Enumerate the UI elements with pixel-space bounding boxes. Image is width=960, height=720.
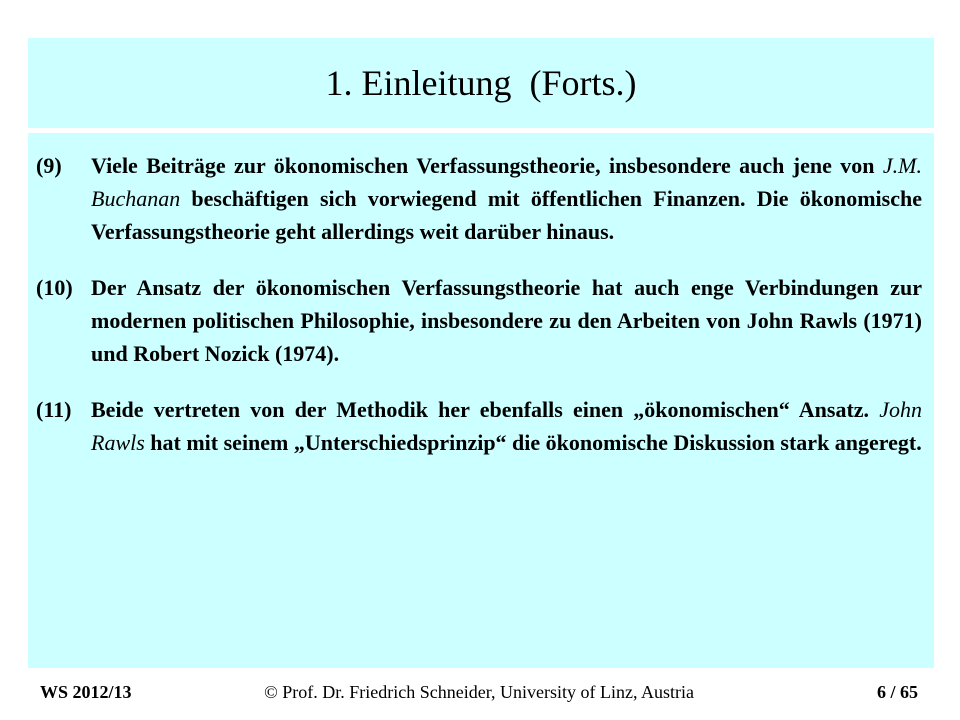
title-box xyxy=(28,38,934,128)
list-item-11 xyxy=(36,393,922,459)
item-text-part: Beide vertreten von der Methodik her ebenfalls einen „ökonomischen“ Ansatz. xyxy=(91,397,880,422)
item-number: (11) xyxy=(36,397,72,422)
numbered-list xyxy=(36,149,922,482)
list-item-9 xyxy=(36,149,922,248)
item-text: Der Ansatz der ökonomischen Verfassungstheorie hat auch enge Verbindungen zur modernen politischen Philosophie, insbesondere zu den Arbeiten von John Rawls (1971) und Robert Nozick (1974). xyxy=(91,275,922,366)
footer xyxy=(40,682,918,708)
author-name-rawls: John Rawls xyxy=(91,397,922,455)
slide-title: 1. Einleitung (Forts.) xyxy=(325,63,637,103)
item-number: (10) xyxy=(36,275,73,300)
footer-copyright: © Prof. Dr. Friedrich Schneider, University of Linz, Austria xyxy=(264,682,694,702)
item-text-part: Viele Beiträge zur ökonomischen Verfassungstheorie, insbesondere auch jene von xyxy=(91,153,883,178)
item-text-part: beschäftigen sich vorwiegend mit öffentlichen Finanzen. Die ökonomische Verfassungstheorie geht allerdings weit darüber hinaus. xyxy=(91,186,922,244)
item-number: (9) xyxy=(36,153,62,178)
item-text-part: hat mit seinem „Unterschiedsprinzip“ die ökonomische Diskussion stark angeregt. xyxy=(144,430,922,455)
footer-semester: WS 2012/13 xyxy=(40,682,132,702)
list-item-10 xyxy=(36,271,922,370)
footer-page-number: 6 / 65 xyxy=(876,682,918,702)
author-name-buchanan: J.M. Buchanan xyxy=(91,153,922,211)
item-text xyxy=(91,393,922,459)
item-text xyxy=(91,149,922,248)
